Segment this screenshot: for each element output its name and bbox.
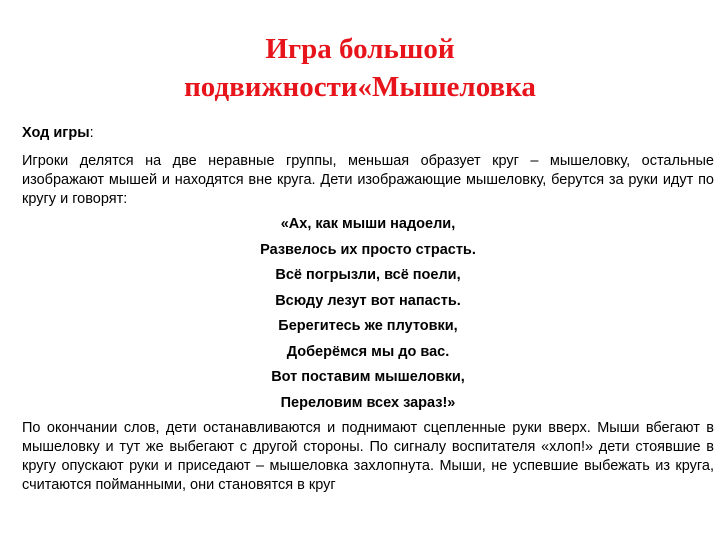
outro-paragraph: По окончании слов, дети останавливаются и поднимают сцепленные руки вверх. Мыши вбегают в мышеловку и тут же выбегают с другой стороны. По сигналу воспитателя «хлоп!» дети стоявшие в кругу опускают руки и приседают – мышеловка захлопнута. Мыши, не успевшие выбежать из круга, считаются пойманными, они становятся в круг	[22, 419, 714, 493]
poem-line: Всё погрызли, всё поели,	[275, 267, 461, 283]
poem-line: Доберёмся мы до вас.	[286, 343, 450, 360]
title-line-2: подвижности«Мышеловка	[184, 71, 536, 103]
section-heading	[22, 124, 714, 143]
poem-line: «Ах, как мыши надоели,	[280, 216, 456, 232]
poem-line: Переловим всех зараз!»	[280, 394, 456, 411]
slide-body	[22, 124, 714, 495]
section-heading-label: Ход игры	[22, 125, 90, 141]
poem-line: Всюду лезут вот напасть.	[275, 292, 461, 309]
poem-line: Вот поставим мышеловки,	[271, 369, 465, 385]
section-heading-colon: :	[89, 125, 94, 141]
slide-title	[60, 30, 660, 106]
poem-line: Развелось их просто страсть.	[260, 241, 476, 258]
poem-block	[22, 215, 714, 413]
poem-line: Берегитесь же плутовки,	[278, 318, 458, 334]
title-line-1: Игра большой	[265, 33, 455, 65]
intro-paragraph: Игроки делятся на две неравные группы, меньшая образует круг – мышеловку, остальные изображают мышей и находятся вне круга. Дети изображающие мышеловку, берутся за руки идут по кругу и говорят:	[22, 153, 714, 207]
